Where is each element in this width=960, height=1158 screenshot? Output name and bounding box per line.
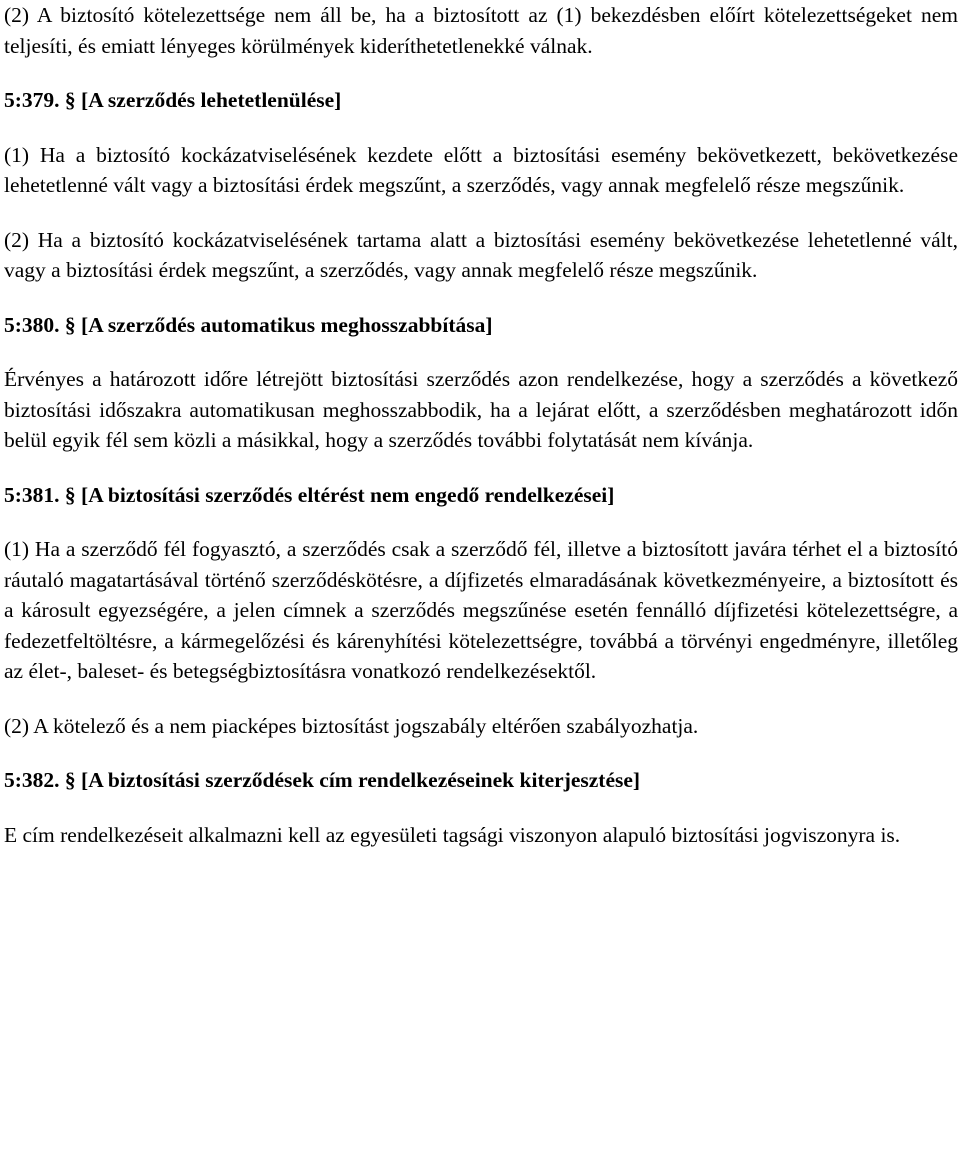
paragraph-381-2: (2) A kötelező és a nem piacképes biztosítást jogszabály eltérően szabályozhatja. [4,713,699,738]
paragraph-379-2: (2) Ha a biztosító kockázatviselésének tartama alatt a biztosítási esemény bekövetkezése lehetetlenné vált, vagy a biztosítási érdek megszűnt, a szerződés, vagy annak megfelelő része megszűnik. [4,227,958,282]
paragraph-378-2: (2) A biztosító kötelezettsége nem áll be, ha a biztosított az (1) bekezdésben előírt kötelezettségeket nem teljesíti, és emiatt lényeges körülmények kideríthetetlenekké válnak. [4,3,958,58]
paragraph-380: Érvényes a határozott időre létrejött biztosítási szerződés azon rendelkezése, hogy a szerződés a következő biztosítási időszakra automatikusan meghosszabbodik, ha a lejárat előtt, a szerződésben meghatározott időn belül egyik fél sem közli a másikkal, hogy a szerződés további folytatását nem kívánja. [4,367,958,452]
section-heading-5-380: 5:380. § [A szerződés automatikus meghosszabbítása] [4,312,493,337]
paragraph-382: E cím rendelkezéseit alkalmazni kell az egyesületi tagsági viszonyon alapuló biztosítási jogviszonyra is. [4,822,901,847]
paragraph-381-1: (1) Ha a szerződő fél fogyasztó, a szerződés csak a szerződő fél, illetve a biztosított javára térhet el a biztosító ráutaló magatartásával történő szerződéskötésre, a díjfizetés elmaradásának következményeire, a biztosított és a károsult egyezségére, a jelen címnek a szerződés megszűnése esetén fennálló díjfizetési kötelezettségre, a fedezetfeltöltésre, a kármegelőzési és kárenyhítési kötelezettségre, továbbá a törvényi engedményre, illetőleg az élet-, baleset- és betegségbiztosításra vonatkozó rendelkezésektől. [4,537,958,683]
paragraph-379-1: (1) Ha a biztosító kockázatviselésének kezdete előtt a biztosítási esemény bekövetkezett, bekövetkezése lehetetlenné vált vagy a biztosítási érdek megszűnt, a szerződés, vagy annak megfelelő része megszűnik. [4,142,958,197]
section-heading-5-382: 5:382. § [A biztosítási szerződések cím rendelkezéseinek kiterjesztése] [4,768,641,792]
section-heading-5-379: 5:379. § [A szerződés lehetetlenülése] [4,88,342,112]
section-heading-5-381: 5:381. § [A biztosítási szerződés eltérést nem engedő rendelkezései] [4,482,615,507]
